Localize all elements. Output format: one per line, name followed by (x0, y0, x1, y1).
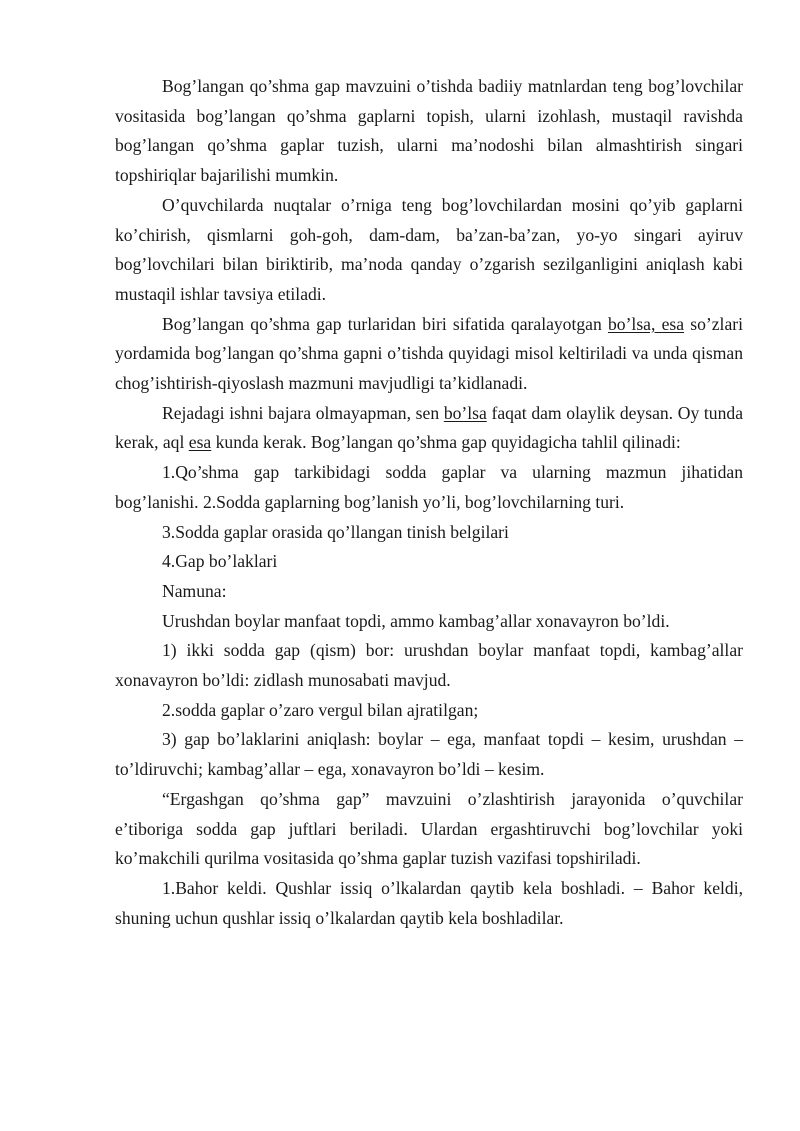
paragraph-text: 1.Bahor keldi. Qushlar issiq o’lkalardan qaytib kela boshladi. – Bahor keldi, shuning uchun qushlar issiq o’lkalardan qaytib kela boshladilar. (115, 877, 743, 928)
underlined-term: bo’lsa, esa (607, 313, 685, 334)
paragraph-text: 1) ikki sodda gap (qism) bor: urushdan boylar manfaat topdi, kambag’allar xonavayron bo’ldi: zidlash munosabati mavjud. (115, 640, 743, 691)
paragraph-text: faqat dam olaylik deysan. Oy tunda kerak, aql (115, 402, 743, 453)
paragraph-text: Bog’langan qo’shma gap mavzuini o’tishda badiiy matnlardan teng bog’lovchilar vositasida bog’langan qo’shma gaplarni topish, ularni izohlash, mustaqil ravishda bog’langan qo’shma gaplar tuzish, ularni ma’nodoshi bilan almashtirish singari topshiriqlar bajarilishi mumkin. (115, 76, 743, 186)
sample-heading (115, 577, 743, 607)
paragraph-text: so’zlari yordamida bog’langan qo’shma gapni o’tishda quyidagi misol keltiriladi va unda qisman chog’ishtirish-qiyoslash mazmuni mavjudligi ta’kidlanadi. (115, 313, 744, 394)
document-page (115, 72, 743, 933)
paragraph-bolsa-esa (115, 310, 743, 399)
paragraph-text: 4.Gap bo’laklari (162, 551, 278, 572)
paragraph-text: Namuna: (162, 580, 227, 601)
paragraph-text: Bog’langan qo’shma gap turlaridan biri sifatida qaralayotgan (162, 313, 608, 334)
exercise-item-1 (115, 874, 743, 933)
analysis-step-1 (115, 636, 743, 695)
paragraph-text: 3) gap bo’laklarini aniqlash: boylar – ega, manfaat topdi – kesim, urushdan – to’ldiruvchi; kambag’allar – ega, xonavayron bo’ldi – kesim. (115, 729, 743, 780)
paragraph-example (115, 399, 743, 458)
list-item-4 (115, 547, 743, 577)
paragraph-text: 1.Qo’shma gap tarkibidagi sodda gaplar va ularning mazmun jihatidan bog’lanishi. 2.Sodda gaplarning bog’lanish yo’li, bog’lovchilarning turi. (115, 462, 743, 512)
paragraph-intro (115, 72, 743, 191)
paragraph-text: 3.Sodda gaplar orasida qo’llangan tinish belgilari (162, 521, 509, 542)
analysis-step-3 (115, 725, 743, 784)
paragraph-independent-tasks (115, 191, 743, 310)
paragraph-text: Rejadagi ishni bajara olmayapman, sen (162, 402, 444, 423)
paragraph-text: 2.sodda gaplar o’zaro vergul bilan ajratilgan; (162, 699, 479, 720)
paragraph-ergashgan (115, 785, 743, 874)
analysis-step-2 (115, 696, 743, 726)
list-item-1 (115, 458, 743, 517)
underlined-term: bo’lsa (443, 402, 487, 423)
paragraph-text: Urushdan boylar manfaat topdi, ammo kambag’allar xonavayron bo’ldi. (162, 610, 670, 631)
underlined-term: esa (188, 432, 212, 453)
paragraph-text: “Ergashgan qo’shma gap” mavzuini o’zlashtirish jarayonida o’quvchilar e’tiboriga sodda gap juftlari beriladi. Ulardan ergashtiruvchi bog’lovchilar yoki ko’makchili qurilma vositasida qo’shma gaplar tuzish vazifasi topshiriladi. (115, 788, 743, 869)
paragraph-text: kunda kerak. Bog’langan qo’shma gap quyidagicha tahlil qilinadi: (211, 432, 681, 453)
paragraph-text: O’quvchilarda nuqtalar o’rniga teng bog’lovchilardan mosini qo’yib gaplarni ko’chirish, qismlarni goh-goh, dam-dam, ba’zan-ba’zan, yo-yo singari ayiruv bog’lovchilari bilan biriktirib, ma’noda qanday o’zgarish sezilganligini aniqlash kabi mustaqil ishlar tavsiya etiladi. (115, 194, 743, 304)
list-item-3 (115, 518, 743, 548)
sample-sentence (115, 607, 743, 637)
